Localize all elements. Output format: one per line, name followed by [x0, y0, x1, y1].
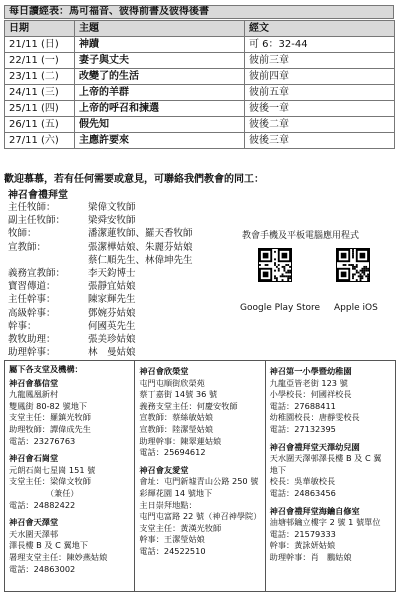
- plan-topic-cell: 假先知: [75, 117, 245, 133]
- branch-detail-line: 九龍亞皆老街 123 號: [269, 377, 348, 388]
- branch-detail-line: 電話：23276763: [9, 435, 76, 446]
- google-play-label: Google Play Store: [240, 303, 321, 313]
- branch-detail-line: 宣教師：蔡絲敏姑娘: [139, 412, 214, 423]
- branch-title: 神召會慕信堂: [9, 377, 59, 388]
- branch-detail-line: 主日崇拜地點：: [139, 499, 197, 510]
- staff-role: 寶習傳道：: [8, 281, 56, 293]
- staff-row: [8, 267, 248, 280]
- welcome-text: 歡迎慕慕，若有任何需要或意見，可聯絡我們教會的同工：: [4, 174, 264, 185]
- staff-name: 蔡仁順先生、林偉坤先生: [88, 254, 193, 266]
- header-topic: 主題: [75, 21, 245, 37]
- plan-date-cell: 25/11 (四): [5, 101, 75, 117]
- branch-detail-line: 油塘邨鑰立樓字 2 號 1 號單位: [269, 517, 381, 528]
- staff-role: 幹事：: [8, 320, 37, 332]
- staff-name: 何國英先生: [88, 320, 136, 332]
- branch-detail-line: 小學校長：何國祥校長: [269, 389, 352, 400]
- branch-detail-line: 九龍鳳凰新村: [9, 389, 59, 400]
- staff-row: [8, 307, 248, 320]
- staff-list: [8, 201, 248, 359]
- plan-topic-cell: 上帝的呼召和揀選: [75, 101, 245, 117]
- staff-role: 教牧助理：: [8, 333, 56, 345]
- branch-detail-line: 電話：25694612: [139, 447, 206, 458]
- branch-detail-line: 署理支堂主任：陳妙燕姑娘: [9, 551, 108, 562]
- branches-column-3: [265, 361, 395, 591]
- branch-detail-line: 助理幹事：肖 鵬姑娘: [269, 551, 352, 562]
- staff-row: [8, 227, 248, 240]
- branch-title: 神召第一小學暨幼稚園: [269, 366, 352, 376]
- google-play-qr-code[interactable]: [258, 248, 292, 282]
- plan-topic-cell: 改變了的生活: [75, 69, 245, 85]
- plan-topic-cell: 妻子與丈夫: [75, 53, 245, 69]
- reading-plan-header-row: [5, 21, 395, 37]
- plan-scripture-cell: 彼前五章: [245, 85, 395, 101]
- branch-detail-line: 幹事：黃詠妍姑娘: [269, 540, 336, 551]
- branch-detail-line: 支堂主任：黃漢光牧師: [139, 522, 222, 533]
- branch-detail-line: 宣教師：陸潔瑩姑娘: [139, 423, 214, 434]
- branch-detail-line: 電話：24863002: [9, 563, 76, 574]
- branch-detail-line: 支堂主任：梁偉文牧師: [9, 476, 91, 487]
- branch-detail-line: 義務支堂主任：何慶安牧師: [139, 400, 238, 411]
- plan-date-cell: 22/11 (一): [5, 53, 75, 69]
- branch-detail-line: 天水圍天澤邨澤長樓 B 及 C 翼: [269, 453, 382, 464]
- plan-date-cell: 26/11 (五): [5, 117, 75, 133]
- plan-topic-cell: 主應許要來: [75, 133, 245, 149]
- staff-name: 張靜宜姑娘: [88, 281, 136, 293]
- staff-row: [8, 201, 248, 214]
- branches-column-1: [5, 361, 134, 591]
- header-date: 日期: [5, 21, 75, 37]
- reading-plan-row: [5, 53, 395, 69]
- branch-title: 神召會欣榮堂: [139, 366, 189, 376]
- staff-role: [8, 254, 88, 267]
- reading-plan-row: [5, 85, 395, 101]
- staff-name: 梁偉文牧師: [88, 202, 136, 213]
- staff-name: 李天鈞博士: [88, 267, 136, 279]
- reading-plan-row: [5, 117, 395, 133]
- staff-row: [8, 293, 248, 306]
- branch-detail-line: 電話：24863456: [269, 487, 336, 498]
- apple-ios-qr-code[interactable]: [336, 248, 370, 282]
- reading-plan-row: [5, 101, 395, 117]
- staff-row: [8, 346, 248, 359]
- reading-plan-body: [5, 37, 395, 149]
- branch-detail-line: 蔡丁嘉街 14號 36 號: [139, 389, 218, 400]
- plan-scripture-cell: 彼後二章: [245, 117, 395, 133]
- staff-name: 張潔樺姑娘、朱麗芬姑娘: [88, 241, 193, 253]
- branches-column-2: [134, 361, 264, 591]
- branch-title: 神召會禮拜堂天澤幼兒園: [269, 441, 360, 452]
- staff-role: 義務宣教師：: [8, 267, 66, 279]
- branch-detail-line: 校長：吳華敏校長: [269, 476, 336, 487]
- plan-scripture-cell: 彼後三章: [245, 133, 395, 149]
- staff-name: 梁舜安牧師: [88, 215, 136, 227]
- staff-name: 鄧婉芬姑娘: [88, 307, 136, 319]
- reading-plan-row: [5, 37, 395, 53]
- branch-detail-line: （兼任）: [9, 487, 79, 498]
- branch-detail-line: 屯門屯順街欣榮苑: [139, 377, 205, 388]
- plan-scripture-cell: 可 6：32-44: [245, 37, 395, 53]
- branch-detail-line: 彩輝花園 14 號地下: [139, 487, 213, 498]
- branch-title: 神召會友愛堂: [139, 464, 189, 475]
- staff-role: 主任幹事：: [8, 294, 56, 306]
- apps-title: 教會手機及平板電腦應用程式: [242, 231, 360, 241]
- plan-date-cell: 24/11 (三): [5, 85, 75, 101]
- header-scripture: 經文: [245, 21, 395, 37]
- branch-detail-line: 會址：屯門新墟青山公路 250 號: [139, 476, 259, 487]
- branch-detail-line: 助理幹事：陳翠蓮姑娘: [139, 435, 222, 446]
- branch-title: 神召會石崗堂: [9, 453, 59, 464]
- plan-scripture-cell: 彼前四章: [245, 69, 395, 85]
- staff-role: 主任牧師：: [8, 202, 56, 213]
- branches-heading: 屬下各支堂及機構：: [9, 364, 83, 374]
- plan-scripture-cell: 彼前三章: [245, 53, 395, 69]
- reading-plan-table: [4, 20, 395, 149]
- reading-plan-row: [5, 133, 395, 149]
- staff-role: 助理幹事：: [8, 347, 56, 359]
- plan-topic-cell: 神蹟: [75, 37, 245, 53]
- plan-date-cell: 23/11 (二): [5, 69, 75, 85]
- staff-row: [8, 241, 248, 254]
- plan-date-cell: 21/11 (日): [5, 37, 75, 53]
- staff-name: 張美珍姑娘: [88, 333, 136, 345]
- staff-role: 高級幹事：: [8, 307, 56, 319]
- branch-detail-line: 電話：21579333: [269, 528, 336, 539]
- staff-row: [8, 320, 248, 333]
- staff-name: 潘潔蓮牧師、羅天香牧師: [88, 228, 193, 240]
- staff-name: 林 曼姑娘: [88, 347, 136, 359]
- plan-scripture-cell: 彼後一章: [245, 101, 395, 117]
- staff-row: [8, 254, 248, 267]
- staff-role: 牧師：: [8, 228, 37, 240]
- branch-detail-line: 雙鳳街 80-82 號地下: [9, 400, 88, 411]
- church-title: 神召會禮拜堂: [8, 190, 68, 201]
- branch-detail-line: 電話：27688411: [269, 400, 336, 411]
- branch-detail-line: 地下: [269, 464, 287, 475]
- staff-row: [8, 214, 248, 227]
- reading-plan-row: [5, 69, 395, 85]
- staff-row: [8, 333, 248, 346]
- staff-role: 副主任牧師：: [8, 215, 66, 227]
- branch-detail-line: 電話：24882422: [9, 499, 76, 510]
- apple-ios-label: Apple iOS: [334, 303, 378, 313]
- branches-box: [4, 360, 396, 592]
- branch-detail-line: 天水圍天澤邨: [9, 528, 59, 539]
- reading-plan-title: 每日讀經表：馬可福音、彼得前書及彼得後書: [4, 5, 394, 19]
- branch-detail-line: 電話：27132395: [269, 423, 336, 434]
- plan-topic-cell: 上帝的羊群: [75, 85, 245, 101]
- branch-detail-line: 助理牧師：譚偉成先生: [9, 423, 91, 434]
- branch-title: 神召會天澤堂: [9, 517, 59, 528]
- branch-detail-line: 澤長樓 B 及 C 翼地下: [9, 540, 89, 551]
- branch-detail-line: 屯門屯富路 22 號（神召神學院）: [139, 511, 262, 522]
- staff-row: [8, 280, 248, 293]
- branch-detail-line: 元朗石崗七星崗 151 號: [9, 464, 96, 475]
- branch-detail-line: 電話：24522510: [139, 545, 206, 556]
- branch-title: 神召會禮拜堂海鑰自修室: [269, 505, 360, 516]
- branch-detail-line: 幼稚園校長：唐靜雯校長: [269, 412, 360, 423]
- plan-date-cell: 27/11 (六): [5, 133, 75, 149]
- staff-role: 宣教師：: [8, 241, 47, 253]
- branch-detail-line: 支堂主任：羅鎮光牧師: [9, 412, 91, 423]
- staff-name: 陳家輝先生: [88, 294, 136, 306]
- branch-detail-line: 幹事：王潔瑩姑娘: [139, 534, 205, 545]
